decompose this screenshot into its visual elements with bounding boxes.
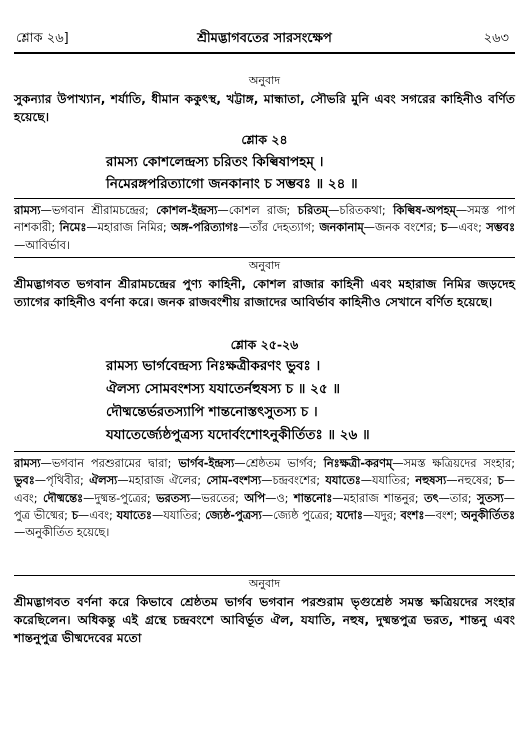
verse-line: রামস্য ভার্গবেন্দ্রস্য নিঃক্ষত্রীকরণং ভুবঃ । bbox=[106, 358, 321, 374]
synonym-term: চ bbox=[440, 221, 448, 235]
page-header bbox=[14, 30, 515, 54]
synonym-meaning: —শ্রেষ্ঠতম ভার্গব; bbox=[234, 457, 324, 470]
synonym-term: সুতস্য bbox=[476, 491, 504, 505]
synonym-meaning: —চন্দ্রবংশের; bbox=[261, 474, 326, 488]
synonym-meaning: —কোশল রাজ; bbox=[217, 204, 298, 217]
verse-line: নিমেরঙ্গপরিত্যাগো জনকানাং চ সম্ভবঃ ॥ ২৪ ॥ bbox=[106, 176, 358, 192]
translation-label: অনুবাদ bbox=[248, 577, 281, 590]
synonym-term: নিমেঃ bbox=[59, 221, 87, 235]
translation-text: সুকন্যার উপাখ্যান, শর্যাতি, ধীমান ককুৎস্থ, খট্টাঙ্গ, মান্ধাতা, সৌভরি মুনি এবং সগরের কাহিনীও বর্ণিত হয়েছে। bbox=[14, 92, 515, 124]
divider bbox=[14, 257, 515, 258]
synonym-meaning: —ভরতের; bbox=[189, 491, 245, 505]
translation-label: অনুবাদ bbox=[248, 74, 281, 87]
synonym-meaning: —জনক বংশের; bbox=[363, 221, 441, 235]
synonym-term: বংশঃ bbox=[400, 508, 425, 522]
synonym-meaning: —নহুষের; bbox=[446, 474, 498, 488]
synonym-meaning: —মহারাজ শান্তনুর; bbox=[332, 491, 424, 505]
synonym-meaning: —যযাতির; bbox=[360, 474, 416, 488]
verse-line: যযাতের্জ্যেষ্ঠপুত্রস্য যদোর্বংশোঽনুকীর্তিতঃ ॥ ২৬ ॥ bbox=[106, 427, 370, 443]
synonym-term: যদোঃ bbox=[336, 508, 363, 522]
synonym-meaning: —তাঁর দেহত্যাগ; bbox=[238, 221, 320, 235]
synonym-term: ভরতস্য bbox=[156, 491, 190, 505]
synonym-term: শান্তনোঃ bbox=[293, 491, 333, 505]
synonym-term: যযাতেঃ bbox=[325, 474, 361, 488]
synonym-meaning: —এবং; bbox=[77, 508, 117, 522]
synonym-term: ঐলস্য bbox=[89, 474, 118, 488]
synonym-meaning: —দুষ্মন্ত-পুত্রের; bbox=[83, 491, 157, 505]
synonym-term: জনকানাম্ bbox=[319, 221, 364, 235]
synonym-term: তৎ bbox=[423, 491, 439, 505]
translation-label: অনুবাদ bbox=[248, 259, 281, 272]
synonym-meaning: —পুত্র ভীষ্মের; bbox=[14, 491, 515, 522]
synonym-meaning: —ভগবান শ্রীরামচন্দ্রের; bbox=[40, 204, 157, 217]
verse-line: রামস্য কোশলেন্দ্রস্য চরিতং কিল্বিষাপহম্ । bbox=[106, 154, 324, 170]
synonym-meaning: —জ্যেষ্ঠ পুত্রের; bbox=[261, 508, 337, 522]
translation-text: শ্রীমদ্ভাগবত বর্ণনা করে কিভাবে শ্রেষ্ঠতম ভার্গব ভগবান পরশুরাম ভৃগুশ্রেষ্ঠ সমস্ত ক্ষত্রিয়দের সংহার করেছিলেন। অধিকন্তু এই গ্রন্থে চন্দ্রবংশে আবির্ভূত ঐল, যযাতি, নহুষ, দুষ্মন্তপুত্র ভরত, শান্তনু এবং শান্তনুপুত্র ভীষ্মদেবের মতো bbox=[14, 595, 515, 645]
synonym-meaning: —যযাতির; bbox=[151, 508, 206, 522]
synonym-term: অঙ্গ-পরিত্যাগঃ bbox=[171, 221, 239, 235]
synonym-term: সম্ভবঃ bbox=[486, 221, 515, 235]
synonym-term: নিঃক্ষত্রী-করণম্ bbox=[323, 457, 393, 470]
synonym-meaning: —সমস্ত ক্ষত্রিয়দের সংহার; bbox=[392, 457, 515, 470]
synonym-meaning: —ভগবান পরশুরামের দ্বারা; bbox=[40, 457, 179, 470]
synonym-term: নহুষস্য bbox=[415, 474, 447, 488]
synonym-term: রামস্য bbox=[14, 204, 41, 217]
synonym-term: কিল্বিষ-অপহম্ bbox=[393, 204, 456, 217]
verse-title: শ্লোক ২৪ bbox=[241, 132, 288, 147]
synonym-term: সোম-বংশস্য bbox=[206, 474, 262, 488]
synonym-meaning: —ও; bbox=[265, 491, 294, 505]
verse-line: ঐলস্য সোমবংশস্য যযাতের্নহুষস্য চ ॥ ২৫ ॥ bbox=[106, 381, 340, 397]
synonym-meaning: —বংশ; bbox=[424, 508, 462, 522]
verse-line: দৌষ্মন্তের্ভরতস্যাপি শান্তনোস্তৎসুতস্য চ । bbox=[106, 404, 318, 420]
synonym-term: কোশল-ইন্দ্রস্য bbox=[156, 204, 218, 217]
synonym-term: চরিতম্ bbox=[297, 204, 329, 217]
synonym-term: অনুকীর্তিতঃ bbox=[461, 508, 515, 522]
divider bbox=[14, 451, 515, 452]
synonym-term: ভুবঃ bbox=[14, 474, 35, 488]
verse-title: শ্লোক ২৫-২৬ bbox=[230, 337, 299, 352]
synonym-meaning: —পৃথিবীর; bbox=[34, 474, 90, 488]
synonym-meaning: —এবং; bbox=[14, 474, 515, 505]
synonym-meaning: —আবির্ভাব। bbox=[14, 238, 71, 252]
synonym-meaning: —মহারাজ ঐলের; bbox=[117, 474, 207, 488]
synonym-meaning: —এবং; bbox=[447, 221, 487, 235]
synonym-term: দৌষ্মন্তেঃ bbox=[42, 491, 84, 505]
header-verse-ref: শ্লোক ২৬] bbox=[16, 31, 69, 46]
synonym-meaning: —মহারাজ নিমির; bbox=[86, 221, 172, 235]
synonym-term: চ bbox=[71, 508, 78, 522]
synonym-meaning: —অনুকীর্তিত হয়েছে। bbox=[14, 526, 110, 540]
synonym-term: চ bbox=[497, 474, 504, 488]
divider bbox=[14, 575, 515, 576]
synonym-meaning: —চরিতকথা; bbox=[328, 204, 394, 217]
header-page-number: ২৬৩ bbox=[483, 31, 509, 46]
synonym-term: জ্যেষ্ঠ-পুত্রস্য bbox=[205, 508, 262, 522]
synonyms bbox=[14, 202, 515, 254]
synonyms bbox=[14, 455, 515, 541]
synonym-term: ভার্গব-ইন্দ্রস্য bbox=[178, 457, 235, 470]
synonym-term: রামস্য bbox=[14, 457, 41, 470]
header-book-title: শ্রীমদ্ভাগবতের সারসংক্ষেপ bbox=[197, 31, 332, 46]
translation-text: শ্রীমদ্ভাগবত ভগবান শ্রীরামচন্দ্রের পুণ্য কাহিনী, কোশল রাজার কাহিনী এবং মহারাজ নিমির জড়দেহ ত্যাগের কাহিনীও বর্ণনা করে। জনক রাজবংশীয় রাজাদের আবির্ভাব কাহিনীও সেখানে বর্ণিত হয়েছে। bbox=[14, 277, 515, 309]
divider bbox=[14, 198, 515, 199]
synonym-meaning: —যদুর; bbox=[362, 508, 401, 522]
synonym-term: যযাতেঃ bbox=[116, 508, 152, 522]
synonym-meaning: —তার; bbox=[438, 491, 477, 505]
synonym-term: অপি bbox=[244, 491, 266, 505]
synonym-meaning: —সমস্ত পাপ নাশকারী; bbox=[14, 204, 515, 235]
